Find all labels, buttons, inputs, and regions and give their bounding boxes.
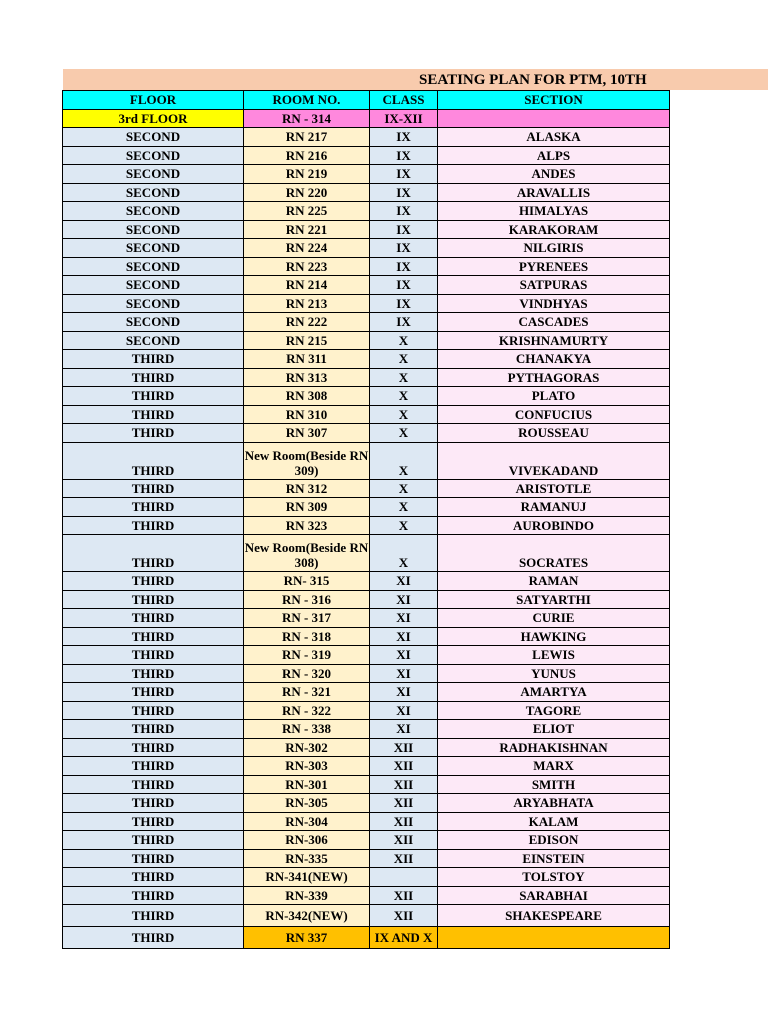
floor-cell: SECOND: [63, 239, 244, 258]
class-cell: X: [370, 424, 438, 443]
section-cell: SATYARTHI: [438, 590, 670, 609]
floor-cell: THIRD: [63, 905, 244, 927]
section-cell: CURIE: [438, 609, 670, 628]
table-row: [63, 701, 670, 720]
section-cell: ARISTOTLE: [438, 479, 670, 498]
floor-cell: THIRD: [63, 350, 244, 369]
header-room: ROOM NO.: [244, 91, 370, 110]
class-cell: IX: [370, 313, 438, 332]
room-cell: RN-302: [244, 738, 370, 757]
class-cell: XI: [370, 646, 438, 665]
floor-cell: THIRD: [63, 646, 244, 665]
class-cell: XI: [370, 609, 438, 628]
floor-cell: SECOND: [63, 294, 244, 313]
class-cell: XI: [370, 683, 438, 702]
section-cell: VIVEKADAND: [438, 442, 670, 479]
section-cell: TOLSTOY: [438, 868, 670, 887]
room-cell: RN- 315: [244, 572, 370, 591]
table-row: [63, 849, 670, 868]
floor-cell: THIRD: [63, 627, 244, 646]
room-cell: RN 221: [244, 220, 370, 239]
floor-cell: THIRD: [63, 794, 244, 813]
table-row: [63, 165, 670, 184]
floor-cell: SECOND: [63, 313, 244, 332]
room-cell: RN 308: [244, 387, 370, 406]
table-row: [63, 683, 670, 702]
table-row: [63, 905, 670, 927]
room-cell: RN - 319: [244, 646, 370, 665]
floor-cell: THIRD: [63, 720, 244, 739]
section-cell: ARYABHATA: [438, 794, 670, 813]
table-row: [63, 220, 670, 239]
room-cell: RN-339: [244, 886, 370, 905]
class-cell: IX: [370, 146, 438, 165]
class-cell: XI: [370, 627, 438, 646]
section-cell: NILGIRIS: [438, 239, 670, 258]
section-cell: HAWKING: [438, 627, 670, 646]
section-cell: PYRENEES: [438, 257, 670, 276]
section-cell: TAGORE: [438, 701, 670, 720]
section-cell: KRISHNAMURTY: [438, 331, 670, 350]
class-cell: XI: [370, 720, 438, 739]
floor-cell: SECOND: [63, 257, 244, 276]
floor-cell: THIRD: [63, 368, 244, 387]
floor-cell: SECOND: [63, 331, 244, 350]
section-cell: ALASKA: [438, 128, 670, 147]
room-cell: RN 223: [244, 257, 370, 276]
class-cell: X: [370, 350, 438, 369]
floor-cell: THIRD: [63, 701, 244, 720]
class-cell: IX: [370, 257, 438, 276]
floor-cell: SECOND: [63, 220, 244, 239]
table-row: [63, 609, 670, 628]
table-row: [63, 794, 670, 813]
class-cell: XII: [370, 757, 438, 776]
class-cell: X: [370, 498, 438, 517]
section-cell: AMARTYA: [438, 683, 670, 702]
floor-cell: THIRD: [63, 812, 244, 831]
floor-cell: THIRD: [63, 479, 244, 498]
floor-cell: THIRD: [63, 831, 244, 850]
section-cell: SARABHAI: [438, 886, 670, 905]
room-cell: RN 309: [244, 498, 370, 517]
floor-cell: THIRD: [63, 498, 244, 517]
room-cell: RN 310: [244, 405, 370, 424]
table-row: [63, 664, 670, 683]
floor-cell: SECOND: [63, 202, 244, 221]
floor-cell: THIRD: [63, 927, 244, 949]
section-cell: RAMAN: [438, 572, 670, 591]
table-row: [63, 831, 670, 850]
header-floor: FLOOR: [63, 91, 244, 110]
section-cell: PYTHAGORAS: [438, 368, 670, 387]
room-cell: RN 337: [244, 927, 370, 949]
floor-cell: THIRD: [63, 738, 244, 757]
room-cell: RN - 314: [244, 109, 370, 128]
table-row: [63, 775, 670, 794]
section-cell: ELIOT: [438, 720, 670, 739]
section-cell: ALPS: [438, 146, 670, 165]
class-cell: XII: [370, 886, 438, 905]
floor-cell: THIRD: [63, 683, 244, 702]
section-cell: KARAKORAM: [438, 220, 670, 239]
section-cell: CONFUCIUS: [438, 405, 670, 424]
room-cell: RN - 321: [244, 683, 370, 702]
class-cell: IX: [370, 202, 438, 221]
section-cell: MARX: [438, 757, 670, 776]
class-cell: XII: [370, 905, 438, 927]
floor-cell: THIRD: [63, 590, 244, 609]
table-row: [63, 294, 670, 313]
room-cell: RN 215: [244, 331, 370, 350]
floor-cell: THIRD: [63, 405, 244, 424]
room-cell: RN 216: [244, 146, 370, 165]
class-cell: IX: [370, 276, 438, 295]
room-cell: RN 213: [244, 294, 370, 313]
class-cell: X: [370, 442, 438, 479]
section-cell: AUROBINDO: [438, 516, 670, 535]
room-cell: RN 224: [244, 239, 370, 258]
floor-cell: THIRD: [63, 424, 244, 443]
table-row: [63, 202, 670, 221]
floor-cell: THIRD: [63, 886, 244, 905]
floor-cell: 3rd FLOOR: [63, 109, 244, 128]
room-cell: RN-342(NEW): [244, 905, 370, 927]
class-cell: X: [370, 516, 438, 535]
class-cell: X: [370, 479, 438, 498]
section-cell: VINDHYAS: [438, 294, 670, 313]
section-cell: PLATO: [438, 387, 670, 406]
section-cell: [438, 927, 670, 949]
table-row: [63, 442, 670, 479]
seating-table: [62, 90, 670, 949]
table-row: [63, 927, 670, 949]
room-cell: RN 214: [244, 276, 370, 295]
header-section: SECTION: [438, 91, 670, 110]
table-row: [63, 146, 670, 165]
room-cell: RN-341(NEW): [244, 868, 370, 887]
floor-cell: SECOND: [63, 165, 244, 184]
table-row: [63, 479, 670, 498]
section-cell: CHANAKYA: [438, 350, 670, 369]
class-cell: [370, 868, 438, 887]
section-cell: SATPURAS: [438, 276, 670, 295]
page-title: SEATING PLAN FOR PTM, 10TH: [419, 72, 647, 88]
section-cell: RADHAKISHNAN: [438, 738, 670, 757]
class-cell: XI: [370, 590, 438, 609]
floor-cell: THIRD: [63, 775, 244, 794]
header-row: [63, 91, 670, 110]
class-cell: IX: [370, 128, 438, 147]
floor-cell: THIRD: [63, 572, 244, 591]
class-cell: XII: [370, 831, 438, 850]
room-cell: RN - 318: [244, 627, 370, 646]
room-cell: RN 307: [244, 424, 370, 443]
class-cell: IX-XII: [370, 109, 438, 128]
section-cell: RAMANUJ: [438, 498, 670, 517]
room-cell: RN-335: [244, 849, 370, 868]
floor-cell: SECOND: [63, 276, 244, 295]
table-row: [63, 405, 670, 424]
table-row: [63, 276, 670, 295]
section-cell: ROUSSEAU: [438, 424, 670, 443]
floor-cell: SECOND: [63, 183, 244, 202]
room-cell: RN - 320: [244, 664, 370, 683]
table-row: [63, 350, 670, 369]
table-row: [63, 257, 670, 276]
room-cell: RN - 317: [244, 609, 370, 628]
table-row: [63, 183, 670, 202]
section-cell: SOCRATES: [438, 535, 670, 572]
floor-cell: SECOND: [63, 128, 244, 147]
room-cell: RN-306: [244, 831, 370, 850]
class-cell: IX: [370, 239, 438, 258]
class-cell: IX: [370, 220, 438, 239]
table-row: [63, 738, 670, 757]
class-cell: X: [370, 405, 438, 424]
room-cell: RN 225: [244, 202, 370, 221]
room-cell: RN 312: [244, 479, 370, 498]
room-cell: RN-304: [244, 812, 370, 831]
table-row: [63, 590, 670, 609]
header-class: CLASS: [370, 91, 438, 110]
floor-cell: THIRD: [63, 535, 244, 572]
floor-cell: THIRD: [63, 442, 244, 479]
class-cell: XI: [370, 664, 438, 683]
table-row: [63, 757, 670, 776]
room-cell: RN 323: [244, 516, 370, 535]
table-row: [63, 868, 670, 887]
class-cell: X: [370, 368, 438, 387]
floor-cell: THIRD: [63, 849, 244, 868]
room-cell: RN-301: [244, 775, 370, 794]
class-cell: XII: [370, 849, 438, 868]
class-cell: XII: [370, 812, 438, 831]
room-cell: RN 311: [244, 350, 370, 369]
floor-cell: THIRD: [63, 516, 244, 535]
room-cell: New Room(Beside RN 308): [244, 535, 370, 572]
class-cell: IX AND X: [370, 927, 438, 949]
room-cell: RN 220: [244, 183, 370, 202]
room-cell: RN 217: [244, 128, 370, 147]
section-cell: ANDES: [438, 165, 670, 184]
table-row: [63, 886, 670, 905]
section-cell: HIMALYAS: [438, 202, 670, 221]
floor-cell: THIRD: [63, 868, 244, 887]
table-row: [63, 313, 670, 332]
room-cell: RN - 338: [244, 720, 370, 739]
class-cell: XII: [370, 775, 438, 794]
table-row: [63, 535, 670, 572]
table-row: [63, 720, 670, 739]
floor-cell: THIRD: [63, 387, 244, 406]
section-cell: LEWIS: [438, 646, 670, 665]
room-cell: RN 219: [244, 165, 370, 184]
table-row: [63, 424, 670, 443]
room-cell: New Room(Beside RN 309): [244, 442, 370, 479]
class-cell: XII: [370, 794, 438, 813]
table-row: [63, 368, 670, 387]
floor-cell: THIRD: [63, 609, 244, 628]
table-row: [63, 516, 670, 535]
class-cell: IX: [370, 165, 438, 184]
floor-cell: THIRD: [63, 664, 244, 683]
section-cell: [438, 109, 670, 128]
class-cell: XII: [370, 738, 438, 757]
room-cell: RN 222: [244, 313, 370, 332]
room-cell: RN - 322: [244, 701, 370, 720]
table-row: [63, 387, 670, 406]
room-cell: RN-303: [244, 757, 370, 776]
class-cell: X: [370, 331, 438, 350]
section-cell: SHAKESPEARE: [438, 905, 670, 927]
table-row: [63, 627, 670, 646]
section-cell: EDISON: [438, 831, 670, 850]
table-row: [63, 646, 670, 665]
class-cell: IX: [370, 294, 438, 313]
table-row: [63, 109, 670, 128]
section-cell: KALAM: [438, 812, 670, 831]
table-row: [63, 331, 670, 350]
title-band: [63, 69, 768, 90]
table-row: [63, 572, 670, 591]
table-row: [63, 239, 670, 258]
class-cell: X: [370, 387, 438, 406]
section-cell: CASCADES: [438, 313, 670, 332]
section-cell: YUNUS: [438, 664, 670, 683]
table-row: [63, 812, 670, 831]
room-cell: RN-305: [244, 794, 370, 813]
table-row: [63, 498, 670, 517]
room-cell: RN - 316: [244, 590, 370, 609]
room-cell: RN 313: [244, 368, 370, 387]
floor-cell: SECOND: [63, 146, 244, 165]
floor-cell: THIRD: [63, 757, 244, 776]
class-cell: XI: [370, 572, 438, 591]
section-cell: SMITH: [438, 775, 670, 794]
section-cell: EINSTEIN: [438, 849, 670, 868]
class-cell: X: [370, 535, 438, 572]
class-cell: IX: [370, 183, 438, 202]
table-row: [63, 128, 670, 147]
section-cell: ARAVALLIS: [438, 183, 670, 202]
class-cell: XI: [370, 701, 438, 720]
